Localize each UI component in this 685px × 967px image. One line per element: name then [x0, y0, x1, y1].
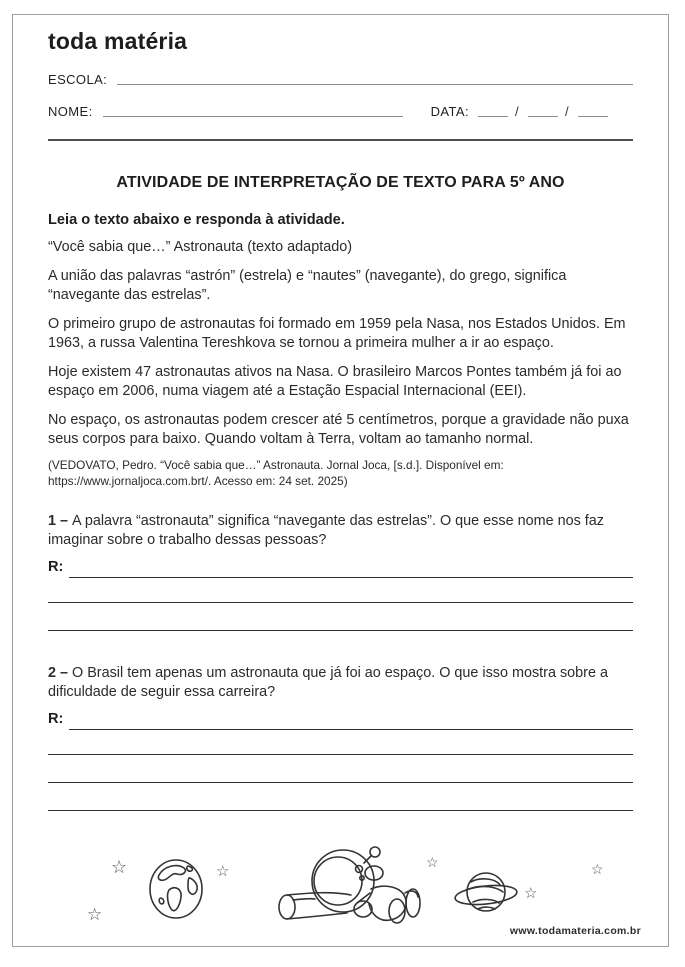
- name-write-line: [103, 116, 403, 117]
- answer-label: R:: [48, 711, 64, 727]
- question-1-number: 1 –: [48, 513, 69, 529]
- question-1: [48, 512, 633, 631]
- text-paragraph: O primeiro grupo de astronautas foi formado em 1959 pela Nasa, nos Estados Unidos. Em 1963, a russa Valentina Tereshkova se tornou a primeira mulher a ir ao espaço.: [48, 316, 626, 351]
- header-divider: [48, 139, 633, 141]
- question-1-text: [48, 512, 633, 550]
- page-title: ATIVIDADE DE INTERPRETAÇÃO DE TEXTO PARA 5º ANO: [116, 174, 565, 191]
- question-2-body: O Brasil tem apenas um astronauta que já foi ao espaço. O que isso mostra sobre a dificuldade de seguir essa carreira?: [48, 665, 608, 700]
- question-2: [48, 664, 633, 811]
- star-icon: ☆: [591, 861, 604, 877]
- school-field-row: [48, 72, 633, 87]
- answer-line: [69, 577, 633, 578]
- source-line: “Você sabia que…” Astronauta (texto adaptado): [48, 239, 352, 255]
- date-separator: /: [514, 104, 519, 119]
- answer-row: [48, 708, 633, 727]
- answer-line: [48, 783, 633, 811]
- school-label: ESCOLA:: [48, 72, 108, 87]
- question-1-body: A palavra “astronauta” significa “navegante das estrelas”. O que esse nome nos faz imaginar sobre o trabalho dessas pessoas?: [48, 513, 604, 548]
- instruction-text: Leia o texto abaixo e responda à atividade.: [48, 212, 345, 228]
- text-paragraph: A união das palavras “astrón” (estrela) e “nautes” (navegante), do grego, significa “navegante das estrelas”.: [48, 268, 567, 303]
- citation-text: (VEDOVATO, Pedro. “Você sabia que…” Astronauta. Jornal Joca, [s.d.]. Disponível em: https://www.jornaljoca.com.brt/. Acesso em: 24 set. 2025): [48, 458, 504, 488]
- answer-line: [69, 729, 633, 730]
- name-label: NOME:: [48, 104, 93, 119]
- brand-logo: toda matéria: [48, 28, 188, 54]
- answer-line: [48, 603, 633, 631]
- header: [13, 15, 668, 141]
- date-year-line: [578, 116, 608, 117]
- text-paragraph: No espaço, os astronautas podem crescer até 5 centímetros, porque a gravidade não puxa seus corpos para baixo. Quando voltam à Terra, voltam ao tamanho normal.: [48, 412, 629, 447]
- school-write-line: [117, 84, 633, 85]
- saturn-illustration: [453, 868, 519, 922]
- date-month-line: [528, 116, 558, 117]
- site-url: www.todamateria.com.br: [509, 925, 641, 937]
- star-icon: ☆: [111, 857, 128, 877]
- answer-label: R:: [48, 559, 64, 575]
- star-icon: ☆: [426, 854, 439, 870]
- page-border: [12, 14, 669, 947]
- name-date-row: [48, 104, 633, 119]
- star-icon: ☆: [216, 863, 230, 880]
- date-separator: /: [565, 104, 570, 119]
- answer-row: [48, 556, 633, 575]
- date-label: DATA:: [430, 104, 469, 119]
- star-icon: ☆: [87, 905, 103, 924]
- star-icon: ☆: [524, 885, 538, 902]
- answer-line: [48, 727, 633, 755]
- worksheet-body: [13, 174, 668, 811]
- text-paragraph: Hoje existem 47 astronautas ativos na Nasa. O brasileiro Marcos Pontes também já foi ao espaço em 2006, numa viagem até a Estação Espacial Internacional (EEI).: [48, 364, 622, 399]
- question-2-number: 2 –: [48, 665, 69, 681]
- answer-line: [48, 755, 633, 783]
- date-day-line: [478, 116, 508, 117]
- earth-illustration: [147, 858, 205, 920]
- question-2-text: [48, 664, 633, 702]
- answer-line: [48, 575, 633, 603]
- astronaut-illustration: [271, 843, 423, 931]
